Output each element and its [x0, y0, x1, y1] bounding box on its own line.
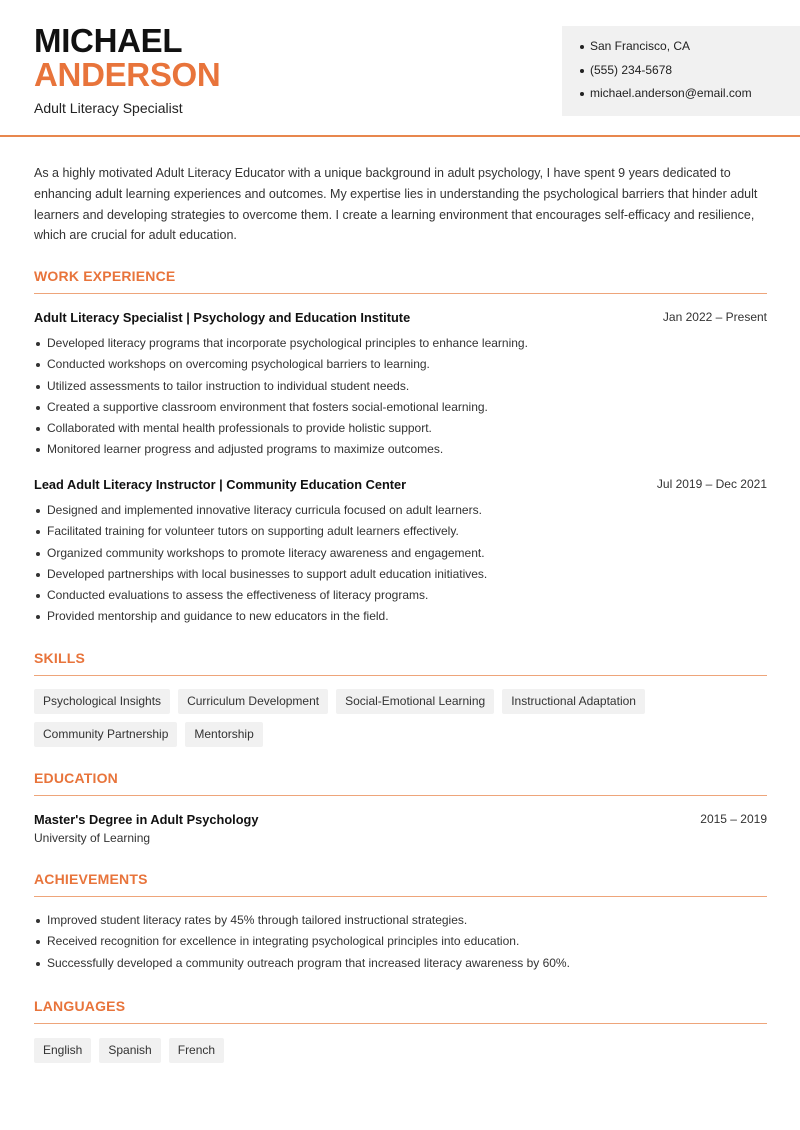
list-item: Developed literacy programs that incorporate psychological principles to enhance learning.: [34, 336, 767, 357]
section-title-work-experience: WORK EXPERIENCE: [34, 268, 767, 294]
list-item: Developed partnerships with local businesses to support adult education initiatives.: [34, 567, 767, 588]
candidate-name: [34, 24, 220, 92]
section-title-skills: SKILLS: [34, 650, 767, 676]
list-item: Successfully developed a community outreach program that increased literacy awareness by 60%.: [34, 956, 767, 977]
skill-tag: Mentorship: [185, 722, 262, 747]
list-item: Created a supportive classroom environment that fosters social-emotional learning.: [34, 400, 767, 421]
list-item: Facilitated training for volunteer tutors on supporting adult learners effectively.: [34, 524, 767, 545]
professional-summary: As a highly motivated Adult Literacy Educator with a unique background in adult psychology, I have spent 9 years dedicated to enhancing adult learning experiences and outcomes. My expertise lies in understanding the psychological barriers that hinder adult learners and developing strategies to overcome them. I create a learning environment that encourages self-efficacy and resilience, which are crucial for adult education.: [34, 166, 758, 243]
job-role: Adult Literacy Specialist: [34, 100, 183, 116]
first-name: MICHAEL: [34, 22, 183, 59]
list-item: Improved student literacy rates by 45% through tailored instructional strategies.: [34, 913, 767, 934]
contact-email[interactable]: michael.anderson@email.com: [580, 86, 800, 110]
contact-location: San Francisco, CA: [580, 39, 800, 63]
last-name: ANDERSON: [34, 56, 221, 93]
job-bullets: [34, 503, 767, 631]
skill-tag: Social-Emotional Learning: [336, 689, 494, 714]
language-tag: French: [169, 1038, 224, 1063]
list-item: Utilized assessments to tailor instruction to individual student needs.: [34, 379, 767, 400]
education-date: 2015 – 2019: [700, 812, 767, 826]
language-tags: [34, 1038, 767, 1063]
job-title: Lead Adult Literacy Instructor | Community Education Center: [34, 477, 407, 492]
resume-header: [0, 0, 800, 137]
section-title-achievements: ACHIEVEMENTS: [34, 871, 767, 897]
job-bullets: [34, 336, 767, 464]
section-title-education: EDUCATION: [34, 770, 767, 796]
skill-tag: Instructional Adaptation: [502, 689, 645, 714]
job-date: Jan 2022 – Present: [662, 310, 767, 324]
list-item: Received recognition for excellence in integrating psychological principles into education.: [34, 934, 767, 955]
job-entry-header: [34, 310, 767, 325]
job-entry-header: [34, 477, 767, 492]
skill-tag: Curriculum Development: [178, 689, 328, 714]
list-item: Provided mentorship and guidance to new educators in the field.: [34, 609, 767, 630]
list-item: Conducted workshops on overcoming psychological barriers to learning.: [34, 357, 767, 378]
skills-tags: [34, 689, 767, 747]
language-tag: Spanish: [99, 1038, 160, 1063]
education-entry-header: [34, 812, 767, 827]
list-item: Designed and implemented innovative literacy curricula focused on adult learners.: [34, 503, 767, 524]
list-item: Collaborated with mental health professionals to provide holistic support.: [34, 421, 767, 442]
contact-phone: (555) 234-5678: [580, 63, 800, 87]
degree-title: Master's Degree in Adult Psychology: [34, 812, 259, 827]
job-date: Jul 2019 – Dec 2021: [656, 477, 767, 491]
skill-tag: Psychological Insights: [34, 689, 170, 714]
school-name: University of Learning: [34, 831, 151, 845]
list-item: Monitored learner progress and adjusted programs to maximize outcomes.: [34, 442, 767, 463]
contact-box: [562, 26, 800, 116]
list-item: Organized community workshops to promote literacy awareness and engagement.: [34, 546, 767, 567]
list-item: Conducted evaluations to assess the effectiveness of literacy programs.: [34, 588, 767, 609]
job-title: Adult Literacy Specialist | Psychology and Education Institute: [34, 310, 411, 325]
achievement-bullets: [34, 913, 767, 977]
skill-tag: Community Partnership: [34, 722, 177, 747]
language-tag: English: [34, 1038, 91, 1063]
section-title-languages: LANGUAGES: [34, 998, 767, 1024]
